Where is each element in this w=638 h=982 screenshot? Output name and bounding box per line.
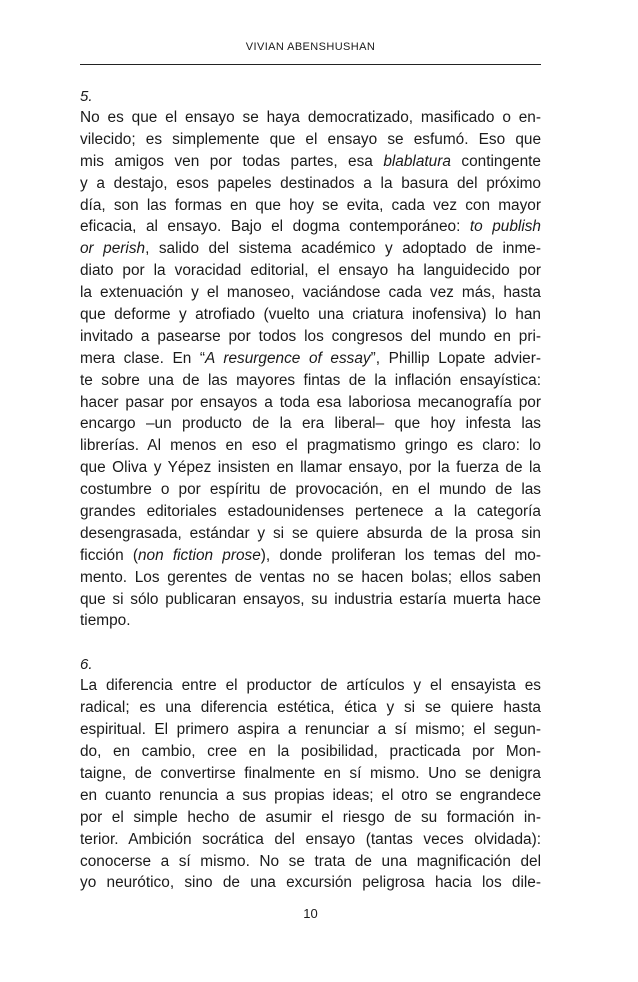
text-line [80,675,541,697]
text-run: radical; es una diferencia estética, ética y si se quiere hasta [80,699,541,717]
text-line [80,348,541,370]
text-run: en cuanto renuncia a sus propias ideas; el otro se engrandece [80,786,541,804]
text-line [80,238,541,260]
text-line [80,413,541,435]
text-line [80,435,541,457]
text-run: y a destajo, esos papeles destinados a la basura del próximo [80,174,541,192]
section-number: 5. [80,88,93,105]
text-run: No es que el ensayo se haya democratizado, masificado o en- [80,109,541,126]
text-line [80,501,541,523]
text-run: taigne, de convertirse finalmente en sí mismo. Uno se denigra [80,764,541,782]
text-line [80,785,541,807]
text-run: tiempo. [80,612,131,630]
italic-text: to publish [469,218,541,236]
text-run: do, en cambio, cree en la posibilidad, practicada por Mon- [80,743,541,761]
text-run: que Oliva y Yépez insisten en llamar ensayo, por la fuerza de la [80,459,541,477]
text-line [80,304,541,326]
text-line [80,151,541,173]
body-text [80,86,541,894]
section-6 [80,654,541,894]
text-run: espiritual. El primero aspira a renunciar a sí mismo; el segun- [80,721,541,739]
italic-text: or perish [80,240,146,258]
text-line [80,392,541,414]
text-run: grandes editoriales estadounidenses pertenece a la categoría [80,503,541,521]
text-run: por el simple hecho de asumir el riesgo de su formación in- [80,808,541,826]
text-run: ), donde proliferan los temas del mo- [260,546,541,564]
text-run: ficción ( [80,546,138,564]
text-run: La diferencia entre el productor de artículos y el ensayista es [80,677,541,695]
text-run: librerías. Al menos en eso el pragmatismo gringo es claro: lo [80,437,541,455]
text-line [80,719,541,741]
text-line [80,523,541,545]
text-run: encargo –un producto de la era liberal– que hoy infesta las [80,415,541,433]
text-line [80,741,541,763]
text-line [80,807,541,829]
text-run: costumbre o por espíritu de provocación, en el mundo de las [80,481,541,499]
text-run: mento. Los gerentes de ventas no se hacen bolas; ellos saben [80,568,541,586]
text-run: eficacia, al ensayo. Bajo el dogma contemporáneo: [80,218,470,236]
text-run: diato por la voracidad editorial, el ensayo ha languidecido por [80,262,541,280]
running-head: VIVIAN ABENSHUSHAN [245,41,376,53]
text-run: ”, Phillip Lopate advier- [370,349,541,367]
text-line [80,107,541,129]
text-run: , salido del sistema académico y adoptado de inme- [145,240,541,258]
text-line [80,260,541,282]
section-number: 6. [80,656,93,674]
text-line [80,829,541,851]
text-line [80,872,541,894]
text-run: yo neurótico, sino de una excursión peligrosa hacia los dile- [80,874,541,892]
text-run: hacer pasar por ensayos a toda esa laboriosa mecanografía por [80,393,541,411]
header-rule [80,64,541,65]
text-line [80,763,541,785]
text-line [80,589,541,611]
text-run: invitado a pasearse por todos los congresos del mundo en pri- [80,327,541,345]
section-5 [80,86,541,632]
section-gap [80,632,541,654]
paragraph [80,675,541,894]
text-line [80,567,541,589]
text-run: te sobre una de las mayores fintas de la inflación ensayística: [80,371,541,389]
text-run: vilecido; es simplemente que el ensayo se esfumó. Eso que [80,130,541,148]
text-run: terior. Ambición socrática del ensayo (tantas veces olvidada): [80,830,541,848]
text-run: día, son las formas en que hoy se evita, cada vez con mayor [80,196,541,214]
text-run: conocerse a sí mismo. No se trata de una magnificación del [80,852,541,870]
text-line [80,479,541,501]
text-run: que deforme y atrofiado (vuelto una criatura inofensiva) lo han [80,306,541,324]
text-line [80,851,541,873]
italic-text: A resurgence of essay [205,349,371,367]
text-run: contingente [450,152,541,170]
text-run: que si sólo publicaran ensayos, su industria estaría muerta hace [80,590,541,608]
text-run: desengrasada, estándar y si se quiere absurda de la prosa sin [80,524,541,542]
italic-text: blablatura [383,152,451,170]
italic-text: non fiction prose [137,546,261,564]
text-line [80,216,541,238]
text-line [80,457,541,479]
text-line [80,610,541,632]
text-line [80,282,541,304]
text-line [80,129,541,151]
text-run: mis amigos ven por todas partes, esa [80,152,384,170]
text-line [80,326,541,348]
text-line [80,370,541,392]
page-number: 10 [303,906,318,921]
text-line [80,697,541,719]
text-line [80,195,541,217]
text-line [80,545,541,567]
text-run: mera clase. En “ [80,349,206,367]
text-run: la extenuación y el manoseo, vaciándose cada vez más, hasta [80,284,541,302]
text-line [80,173,541,195]
paragraph [80,107,541,632]
